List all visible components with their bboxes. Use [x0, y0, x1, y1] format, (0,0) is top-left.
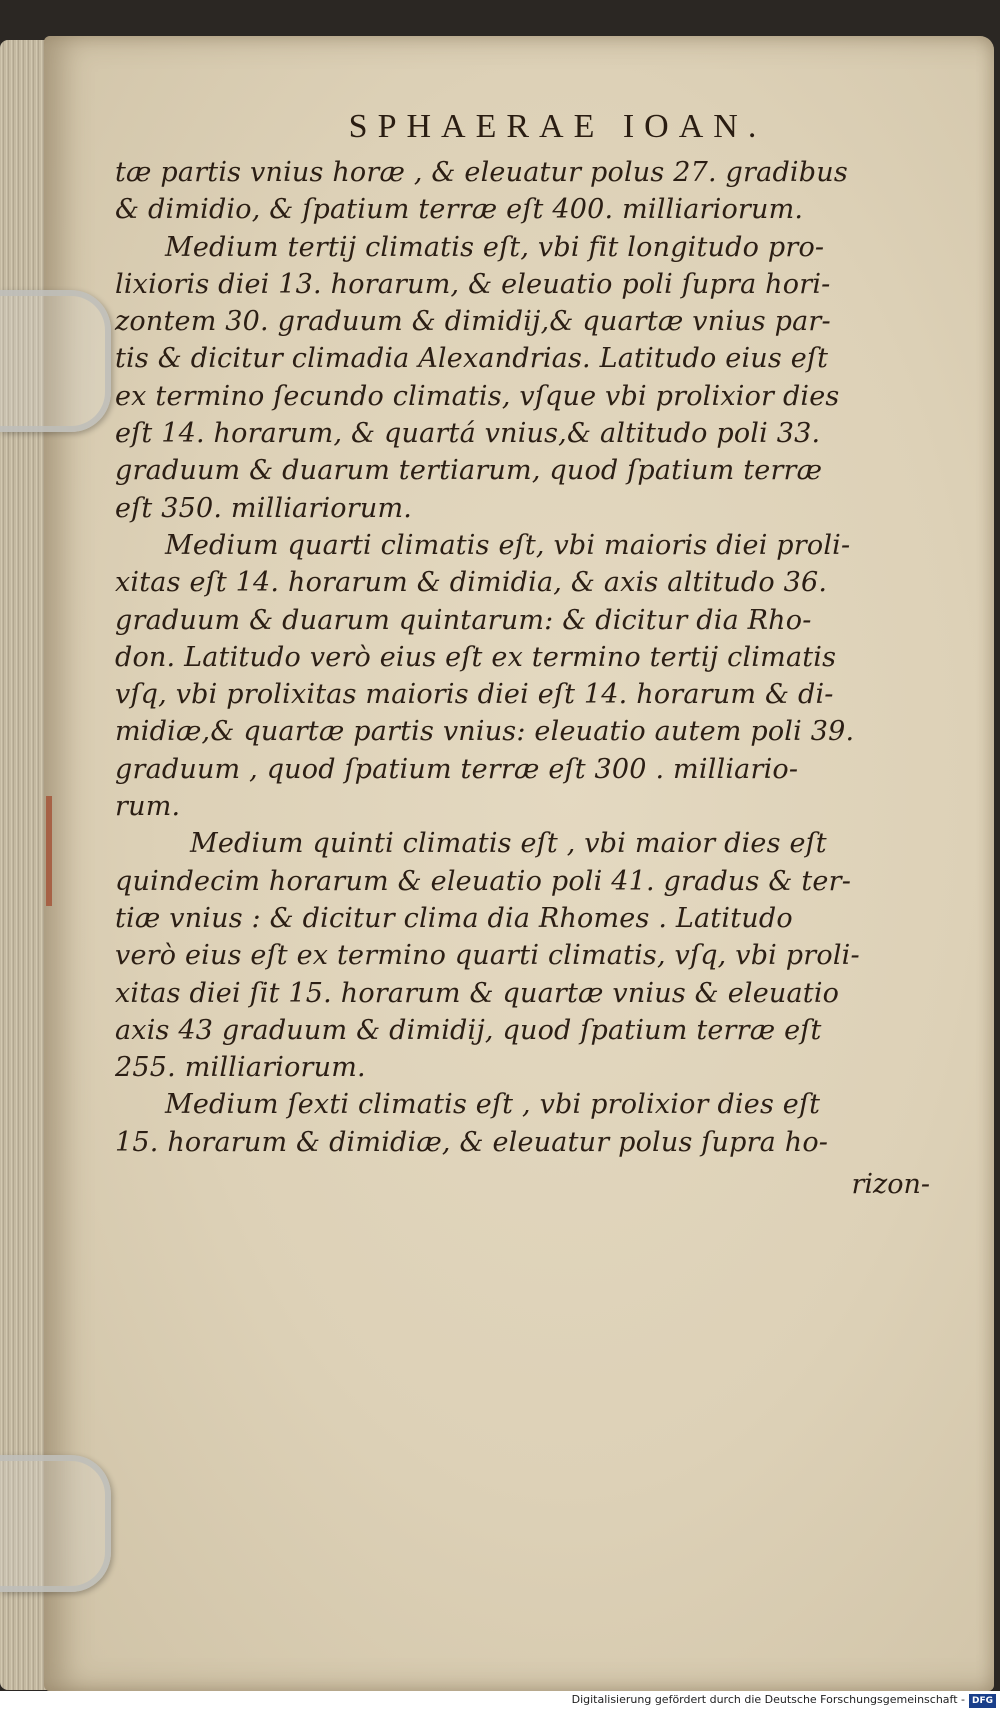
text-line: graduum , quod ſpatium terræ eſt 300 . milliario- — [115, 753, 799, 785]
footer-text: Digitalisierung gefördert durch die Deutsche Forschungsgemeinschaft - — [571, 1693, 965, 1706]
text-line: zontem 30. graduum & dimidij,& quartæ vnius par- — [115, 306, 831, 338]
running-head: SPHAERAE IOAN. — [348, 108, 767, 145]
text-block — [115, 48, 940, 1200]
paragraph-start: Medium tertij climatis eſt, vbi fit longitudo pro- — [165, 231, 825, 263]
text-line: xitas eſt 14. horarum & dimidia, & axis altitudo 36. — [115, 567, 828, 599]
text-line: axis 43 graduum & dimidij, quod ſpatium terræ eſt — [115, 1014, 822, 1046]
text-line: eſt 350. milliariorum. — [115, 492, 413, 524]
dfg-logo: DFG — [969, 1694, 996, 1708]
catchword: rizon- — [851, 1169, 930, 1201]
page-clip-top — [0, 290, 111, 432]
paragraph-start: Medium ſexti climatis eſt , vbi prolixior dies eſt — [165, 1089, 821, 1121]
text-line: vſq, vbi prolixitas maioris diei eſt 14. horarum & di- — [115, 679, 834, 711]
paragraph-start: Medium quarti climatis eſt, vbi maioris diei proli- — [165, 529, 851, 561]
text-line: tæ partis vnius horæ , & eleuatur polus 27. gradibus — [115, 157, 848, 188]
text-line: & dimidio, & ſpatium terræ eſt 400. milliariorum. — [115, 194, 804, 226]
text-line: graduum & duarum tertiarum, quod ſpatium terræ — [115, 455, 823, 487]
text-line: lixioris diei 13. horarum, & eleuatio poli ſupra hori- — [115, 268, 831, 300]
text-line: eſt 14. horarum, & quartá vnius,& altitudo poli 33. — [115, 418, 821, 450]
text-line: tiæ vnius : & dicitur clima dia Rhomes . Latitudo — [115, 902, 793, 934]
text-line: 15. horarum & dimidiæ, & eleuatur polus ſupra ho- — [115, 1126, 829, 1158]
text-line: rum. — [115, 791, 181, 823]
red-bookmark-edge — [46, 796, 52, 906]
text-line: midiæ,& quartæ partis vnius: eleuatio autem poli 39. — [115, 716, 855, 748]
text-line: quindecim horarum & eleuatio poli 41. gradus & ter- — [115, 865, 852, 897]
text-line: 255. milliariorum. — [115, 1052, 366, 1084]
text-line: tis & dicitur climadia Alexandrias. Latitudo eius eſt — [115, 343, 829, 375]
text-line: verò eius eſt ex termino quarti climatis, vſq, vbi proli- — [115, 940, 860, 972]
text-line: graduum & duarum quintarum: & dicitur dia Rho- — [115, 604, 812, 636]
text-line: ex termino ſecundo climatis, vſque vbi prolixior dies — [115, 380, 840, 412]
paragraph-start: Medium quinti climatis eſt , vbi maior dies eſt — [190, 828, 827, 860]
text-line: don. Latitudo verò eius eſt ex termino tertij climatis — [115, 641, 837, 673]
text-line: xitas diei ſit 15. horarum & quartæ vnius & eleuatio — [115, 977, 840, 1009]
digitization-footer — [0, 1691, 1000, 1709]
page-clip-bottom — [0, 1455, 111, 1592]
